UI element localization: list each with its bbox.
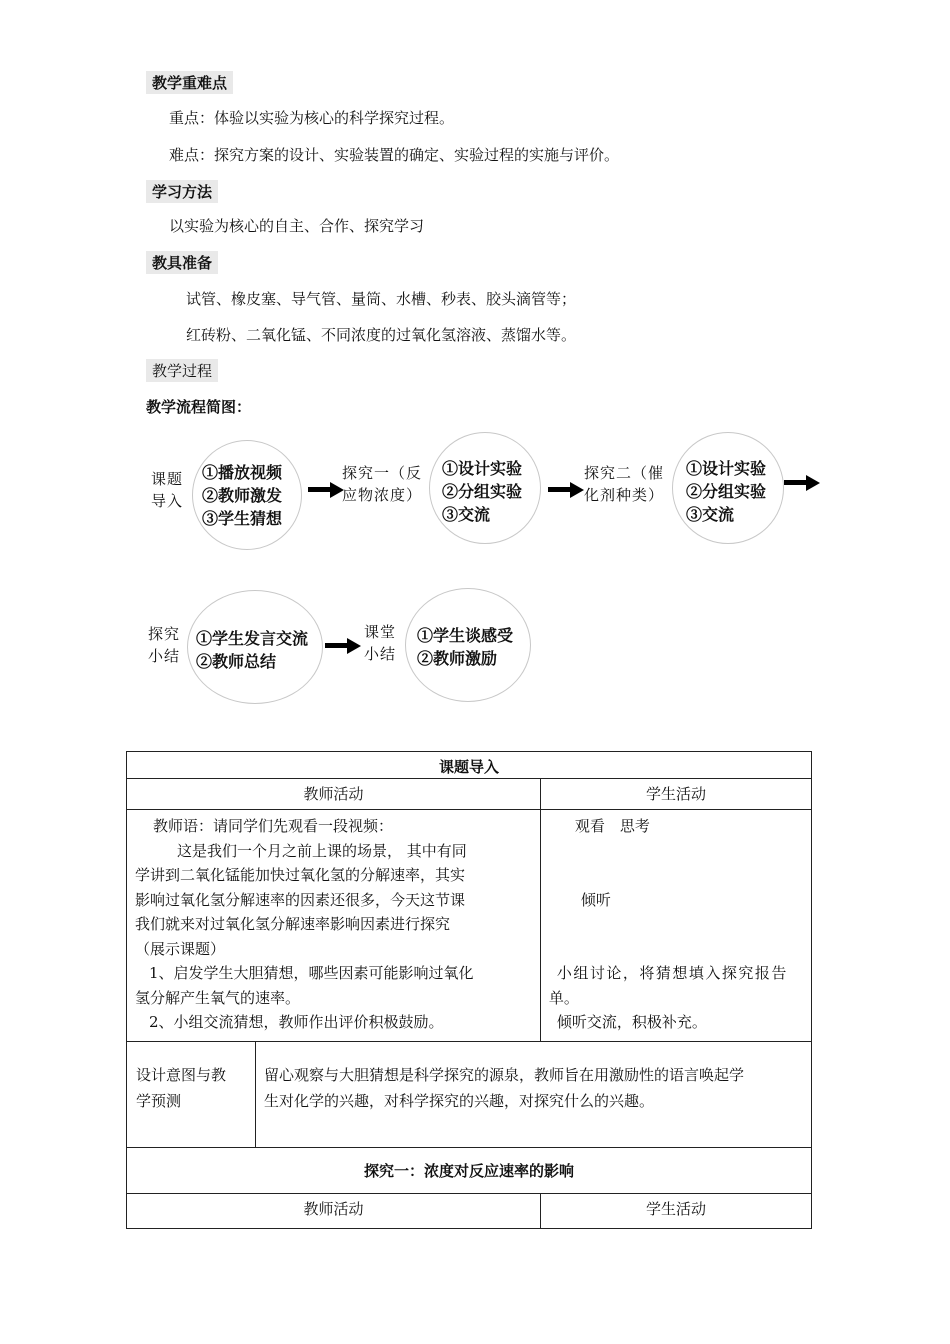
flow-items-summary: ①学生发言交流 ②教师总结 [196,629,309,671]
design-intent-label: 设计意图与教 学预测 [127,1041,256,1147]
flow-label-explore-2: 探究二（催 化剂种类） [584,464,665,504]
flow-arrow-3 [784,474,820,492]
materials-heading: 教具准备 [146,251,218,274]
teacher-activity-header: 教师活动 [127,779,541,810]
materials-line-2: 红砖粉、二氧化锰、不同浓度的过氧化氢溶液、蒸馏水等。 [186,326,577,344]
flowchart-title: 教学流程简图： [146,398,252,416]
student-activity-header: 学生活动 [540,779,811,810]
flow-label-class-summary: 课堂 小结 [364,623,397,663]
flow-items-intro: ①播放视频 ②教师激发 ③学生猜想 [202,463,283,528]
difficulty-text: 难点：探究方案的设计、实验装置的确定、实验过程的实施与评价。 [169,146,620,164]
flow-arrow-1 [308,481,344,499]
flow-arrow-4 [325,637,361,655]
teacher-activity-cell: 教师语：请同学们先观看一段视频： 这是我们一个月之前上课的场景， 其中有同 学讲到二氧化锰能加快过氧化氢的分解速率，其实 影响过氧化氢分解速率的因素还很多，今天这节课 我们就来对过氧化氢分解速率影响因素进行探究 （展示课题） 1、启发学生大胆猜想，哪些因素可能影响过氧化 氢分解产生氧气的速率。 2、小组交流猜想，教师作出评价积极鼓励。 [127,810,541,1042]
design-intent-text: 留心观察与大胆猜想是科学探究的源泉，教师旨在用激励性的语言唤起学 生对化学的兴趣，对科学探究的兴趣，对探究什么的兴趣。 [256,1041,812,1147]
method-heading: 学习方法 [146,180,218,203]
flow-label-intro: 课题 导入 [151,470,184,510]
focus-text: 重点：体验以实验为核心的科学探究过程。 [169,109,455,127]
flow-arrow-2 [548,481,584,499]
process-heading: 教学过程 [146,359,218,382]
flow-label-explore-1: 探究一（反 应物浓度） [342,464,423,504]
flow-items-explore-2: ①设计实验 ②分组实验 ③交流 [686,459,767,524]
section-title-intro: 课题导入 [127,752,812,779]
method-text: 以实验为核心的自主、合作、探究学习 [169,217,425,235]
flow-items-explore-1: ①设计实验 ②分组实验 ③交流 [442,459,523,524]
flow-items-class-summary: ①学生谈感受 ②教师激励 [417,626,514,668]
student-activity-cell: 观看 思考 倾听 小组讨论，将猜想填入探究报告 单。 倾听交流，积极补充。 [540,810,811,1042]
teacher-activity-header-2: 教师活动 [127,1193,541,1228]
key-points-heading: 教学重难点 [146,71,233,94]
materials-line-1: 试管、橡皮塞、导气管、量筒、水槽、秒表、胶头滴管等； [186,290,577,308]
flow-label-summary: 探究 小结 [148,625,181,665]
section-title-explore-1: 探究一：浓度对反应速率的影响 [127,1147,812,1193]
lesson-table [126,751,812,1229]
student-activity-header-2: 学生活动 [540,1193,811,1228]
